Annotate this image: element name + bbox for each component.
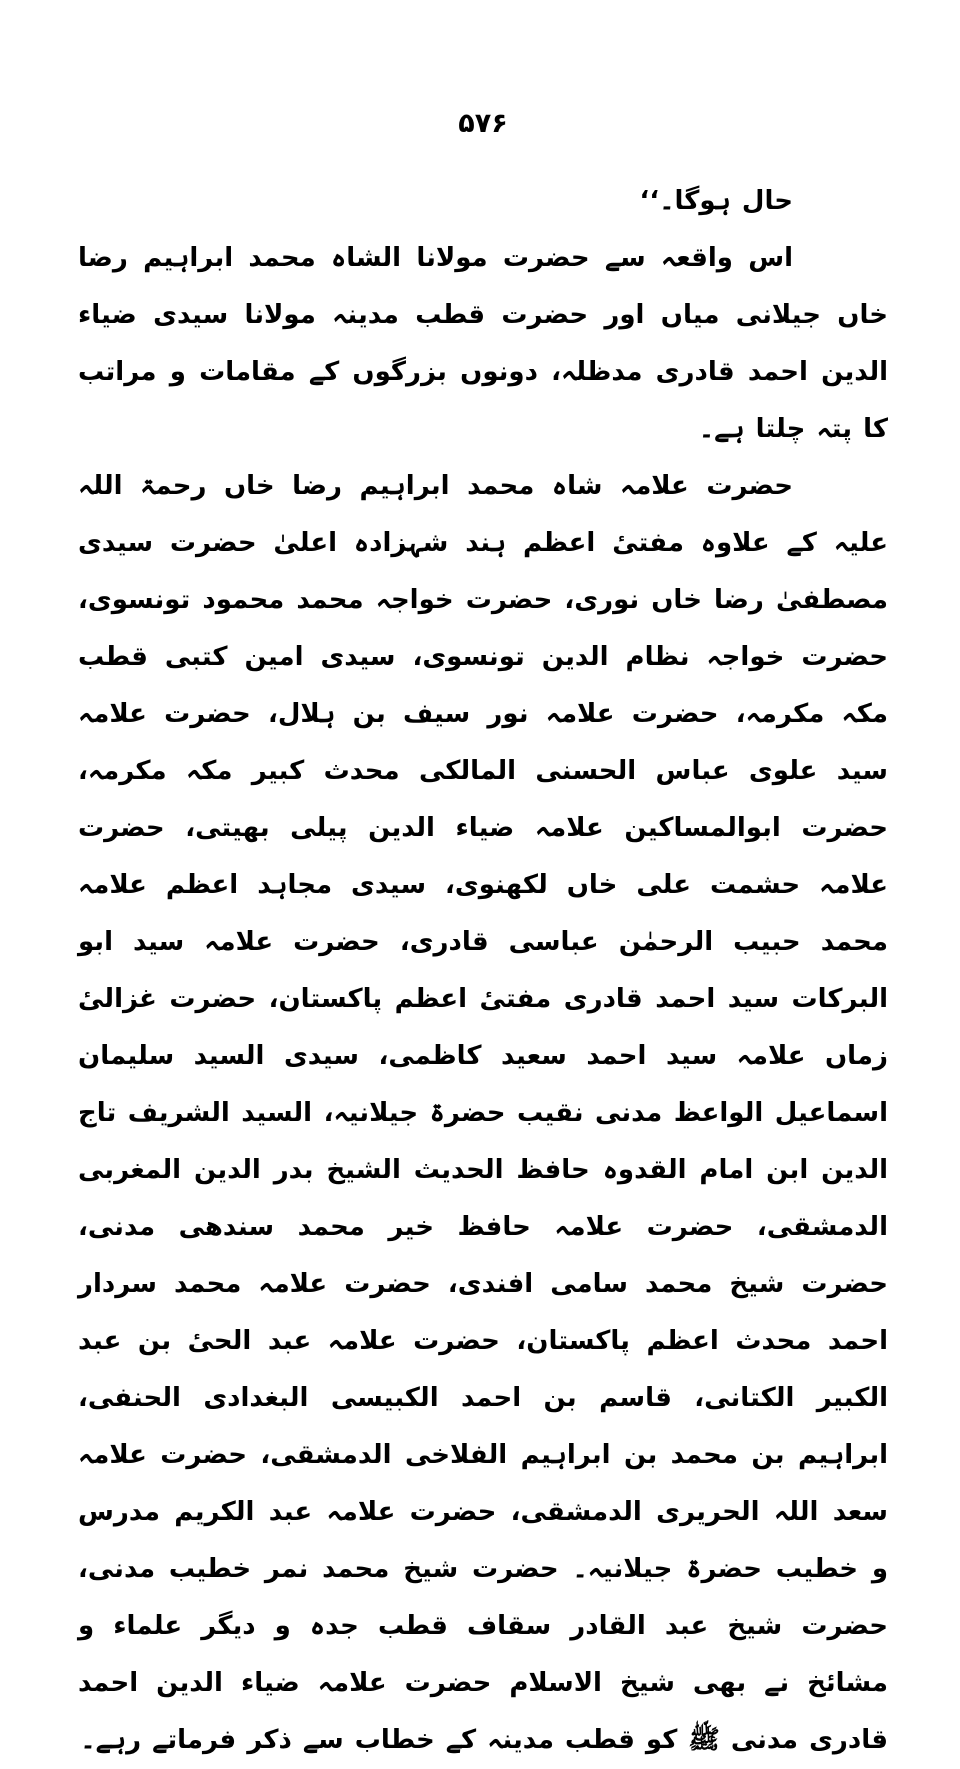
page-number: ۵۷۶ [458,108,508,139]
quote-continuation-text: حال ہوگا۔‘‘ [639,186,793,216]
paragraph-scholars-list: حضرت علامہ شاہ محمد ابراہیم رضا خاں رحمۃ اللہ علیہ کے علاوہ مفتیٔ اعظم ہند شہزادہ اعلیٰ حضرت سیدی مصطفیٰ رضا خاں نوری، حضرت خواجہ محمد محمود تونسوی، حضرت خواجہ نظام الدین تونسوی، سیدی امین کتبی قطب مکہ مکرمہ، حضرت علامہ نور سیف بن ہلال، حضرت علامہ سید علوی عباس الحسنی المالکی محدث کبیر مکہ مکرمہ، حضرت ابوالمساکین علامہ ضیاء الدین پیلی بھیتی، حضرت علامہ حشمت علی خاں لکھنوی، سیدی مجاہد اعظم علامہ محمد حبیب الرحمٰن عباسی قادری، حضرت علامہ سید ابو البرکات سید احمد قادری مفتیٔ اعظم پاکستان، حضرت غزالیٔ زماں علامہ سید احمد سعید کاظمی، سیدی السید سلیمان اسماعیل الواعظ مدنی نقیب حضرۃ جیلانیہ، السید الشریف تاج الدین ابن امام القدوہ حافظ الحدیث الشیخ بدر الدین المغربی الدمشقی، حضرت علامہ حافظ خیر محمد سندھی مدنی، حضرت شیخ محمد سامی افندی، حضرت علامہ محمد سردار احمد محدث اعظم پاکستان، حضرت علامہ عبد الحیٔ بن عبد الکبیر الکتانی، قاسم بن احمد الکبیسی البغدادی الحنفی، ابراہیم بن محمد بن ابراہیم الفلاخی الدمشقی، حضرت علامہ سعد اللہ الحریری الدمشقی، حضرت علامہ عبد الکریم مدرس و خطیب حضرۃ جیلانیہ۔ حضرت شیخ محمد نمر خطیب مدنی، حضرت شیخ عبد القادر سقاف قطب جدہ و دیگر علماء و مشائخ نے بھی شیخ الاسلام حضرت علامہ ضیاء الدین احمد قادری مدنی ﷺ کو قطب مدینہ کے خطاب سے ذکر فرماتے رہے۔ [78,471,888,1755]
paragraph-intro: اس واقعہ سے حضرت مولانا الشاہ محمد ابراہیم رضا خاں جیلانی میاں اور حضرت قطب مدینہ مولانا سیدی ضیاء الدین احمد قادری مدظلہ، دونوں بزرگوں کے مقامات و مراتب کا پتہ چلتا ہے۔ [78,243,888,444]
